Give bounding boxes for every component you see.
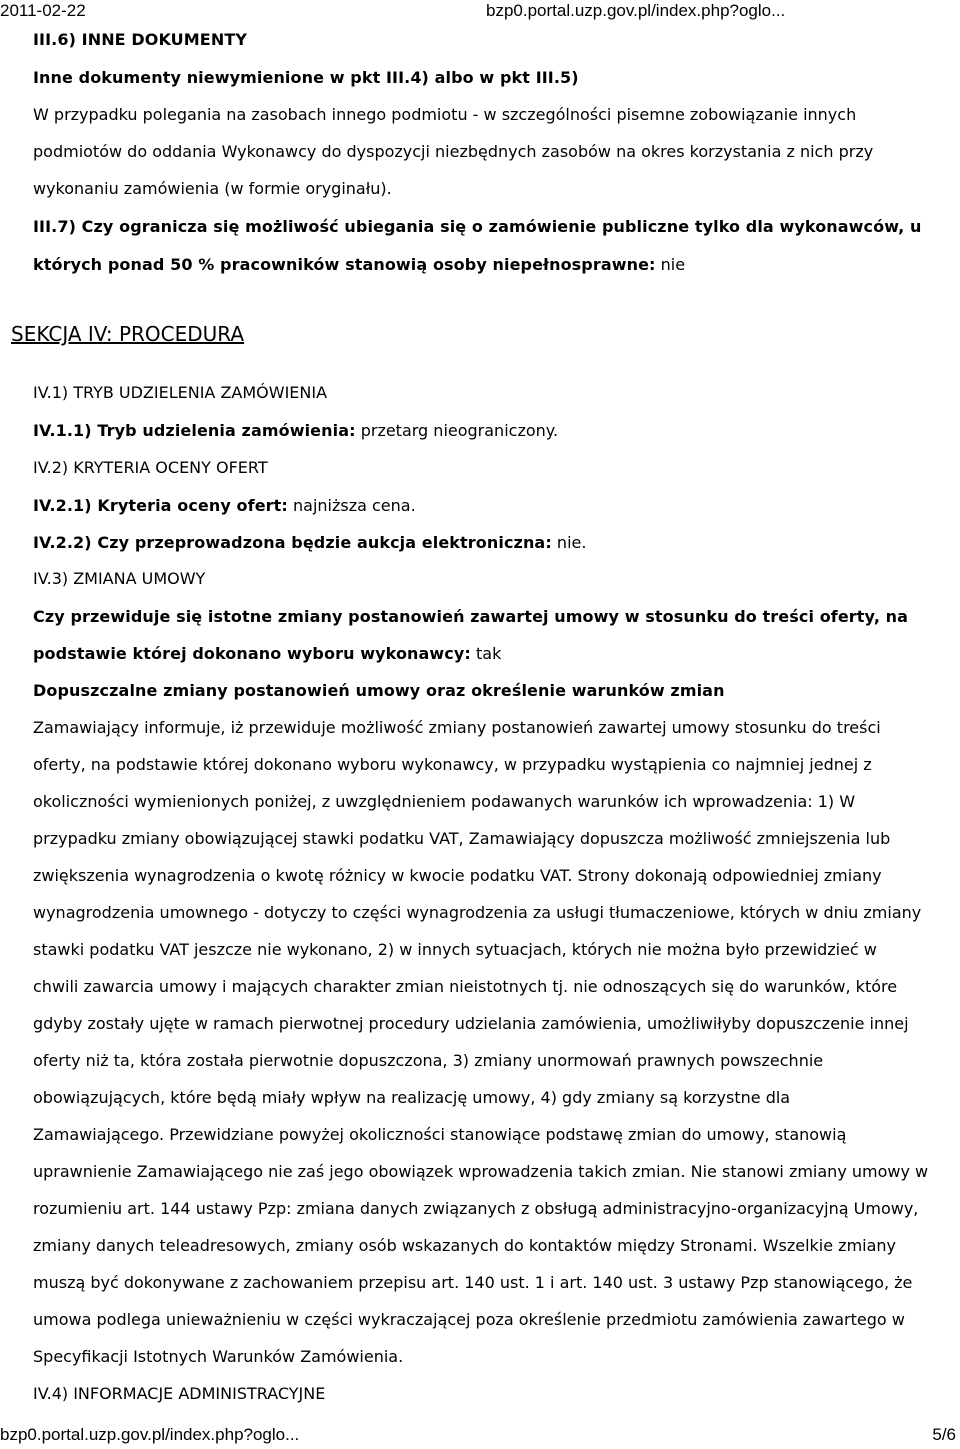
question-iii-7-line2	[33, 255, 685, 274]
page-number: 5/6	[932, 1425, 956, 1444]
page-header	[0, 0, 960, 24]
question-iv-3-answer: tak	[476, 644, 502, 663]
print-date: 2011-02-22	[0, 1, 86, 20]
field-iv-1-1	[33, 421, 558, 440]
body-line: rozumieniu art. 144 ustawy Pzp: zmiana danych związanych z obsługą administracyjno-organizacyjną Umowy,	[33, 1199, 919, 1218]
field-iv-1-1-label: IV.1.1) Tryb udzielenia zamówienia:	[33, 421, 356, 440]
body-line: chwili zawarcia umowy i mających charakter zmian nieistotnych tj. nie odnoszących się do warunków, które	[33, 977, 898, 996]
body-line: oferty, na podstawie której dokonano wyboru wykonawcy, w przypadku wystąpienia co najmniej jednej z	[33, 755, 872, 774]
body-line: uprawnienie Zamawiającego nie zaś jego obowiązek wprowadzenia takich zmian. Nie stanowi zmiany umowy w	[33, 1162, 929, 1181]
body-line: muszą być dokonywane z zachowaniem przepisu art. 140 ust. 1 i art. 140 ust. 3 ustawy Pzp stanowiącego, że	[33, 1273, 913, 1292]
body-line: gdyby zostały ujęte w ramach pierwotnej procedury udzielania zamówienia, umożliwiłyby dopuszczenie innej	[33, 1014, 909, 1033]
field-iv-2-2-label: IV.2.2) Czy przeprowadzona będzie aukcja elektroniczna:	[33, 533, 552, 552]
question-iii-7-answer: nie	[660, 255, 686, 274]
footer-url: bzp0.portal.uzp.gov.pl/index.php?oglo...	[0, 1425, 300, 1444]
field-iv-2-1	[33, 496, 416, 515]
subheading-other-documents: Inne dokumenty niewymienione w pkt III.4) albo w pkt III.5)	[33, 68, 579, 87]
body-line: Specyfikacji Istotnych Warunków Zamówienia.	[33, 1347, 404, 1366]
body-line: Zamawiającego. Przewidziane powyżej okoliczności stanowiące podstawę zmian do umowy, stanowią	[33, 1125, 847, 1144]
body-line: obowiązujących, które będą miały wpływ na realizację umowy, 4) gdy zmiany są korzystne dla	[33, 1088, 791, 1107]
question-iv-3-label: podstawie której dokonano wyboru wykonawcy:	[33, 644, 471, 663]
body-line: podmiotów do oddania Wykonawcy do dyspozycji niezbędnych zasobów na okres korzystania z nich przy	[33, 142, 874, 161]
field-iv-2-1-label: IV.2.1) Kryteria oceny ofert:	[33, 496, 288, 515]
heading-iv-1: IV.1) TRYB UDZIELENIA ZAMÓWIENIA	[33, 383, 328, 402]
field-iv-2-2-value: nie.	[556, 533, 587, 552]
body-line: oferty niż ta, która została pierwotnie dopuszczona, 3) zmiany unormowań prawnych powszechnie	[33, 1051, 824, 1070]
section-title: SEKCJA IV: PROCEDURA	[11, 322, 245, 346]
body-line: W przypadku polegania na zasobach innego podmiotu - w szczególności pisemne zobowiązanie innych	[33, 105, 857, 124]
body-line: przypadku zmiany obowiązującej stawki podatku VAT, Zamawiający dopuszcza możliwość zmniejszenia lub	[33, 829, 891, 848]
heading-iii-6: III.6) INNE DOKUMENTY	[33, 30, 248, 49]
body-line: zmiany danych teleadresowych, zmiany osób wskazanych do kontaktów między Stronami. Wszelkie zmiany	[33, 1236, 897, 1255]
heading-iv-2: IV.2) KRYTERIA OCENY OFERT	[33, 458, 268, 477]
body-line: wynagrodzenia umownego - dotyczy to części wynagrodzenia za usługi tłumaczeniowe, których w dniu zmiany	[33, 903, 922, 922]
subheading-allowed-changes: Dopuszczalne zmiany postanowień umowy oraz określenie warunków zmian	[33, 681, 725, 700]
page-footer	[0, 1425, 960, 1449]
heading-iv-3: IV.3) ZMIANA UMOWY	[33, 569, 206, 588]
field-iv-2-2	[33, 533, 586, 552]
question-iv-3-line1: Czy przewiduje się istotne zmiany postanowień zawartej umowy w stosunku do treści oferty, na	[33, 607, 909, 626]
question-iii-7-line1: III.7) Czy ogranicza się możliwość ubiegania się o zamówienie publiczne tylko dla wykonawców, u	[33, 217, 922, 236]
body-line: umowa podlega unieważnieniu w części wykraczającej poza określenie przedmiotu zamówienia zawartego w	[33, 1310, 905, 1329]
question-iii-7-label: których ponad 50 % pracowników stanowią osoby niepełnosprawne:	[33, 255, 656, 274]
body-line: wykonaniu zamówienia (w formie oryginału).	[33, 179, 392, 198]
field-iv-2-1-value: najniższa cena.	[293, 496, 416, 515]
body-line: Zamawiający informuje, iż przewiduje możliwość zmiany postanowień zawartej umowy stosunku do treści	[33, 718, 881, 737]
header-url: bzp0.portal.uzp.gov.pl/index.php?oglo...	[486, 1, 786, 20]
body-line: zwiększenia wynagrodzenia o kwotę różnicy w kwocie podatku VAT. Strony dokonają odpowiedniej zmiany	[33, 866, 882, 885]
body-line: okoliczności wymienionych poniżej, z uwzględnieniem podawanych warunków ich wprowadzenia: 1) W	[33, 792, 856, 811]
question-iv-3-line2	[33, 644, 501, 663]
heading-iv-4: IV.4) INFORMACJE ADMINISTRACYJNE	[33, 1384, 326, 1403]
field-iv-1-1-value: przetarg nieograniczony.	[360, 421, 559, 440]
body-line: stawki podatku VAT jeszcze nie wykonano, 2) w innych sytuacjach, których nie można było przewidzieć w	[33, 940, 877, 959]
